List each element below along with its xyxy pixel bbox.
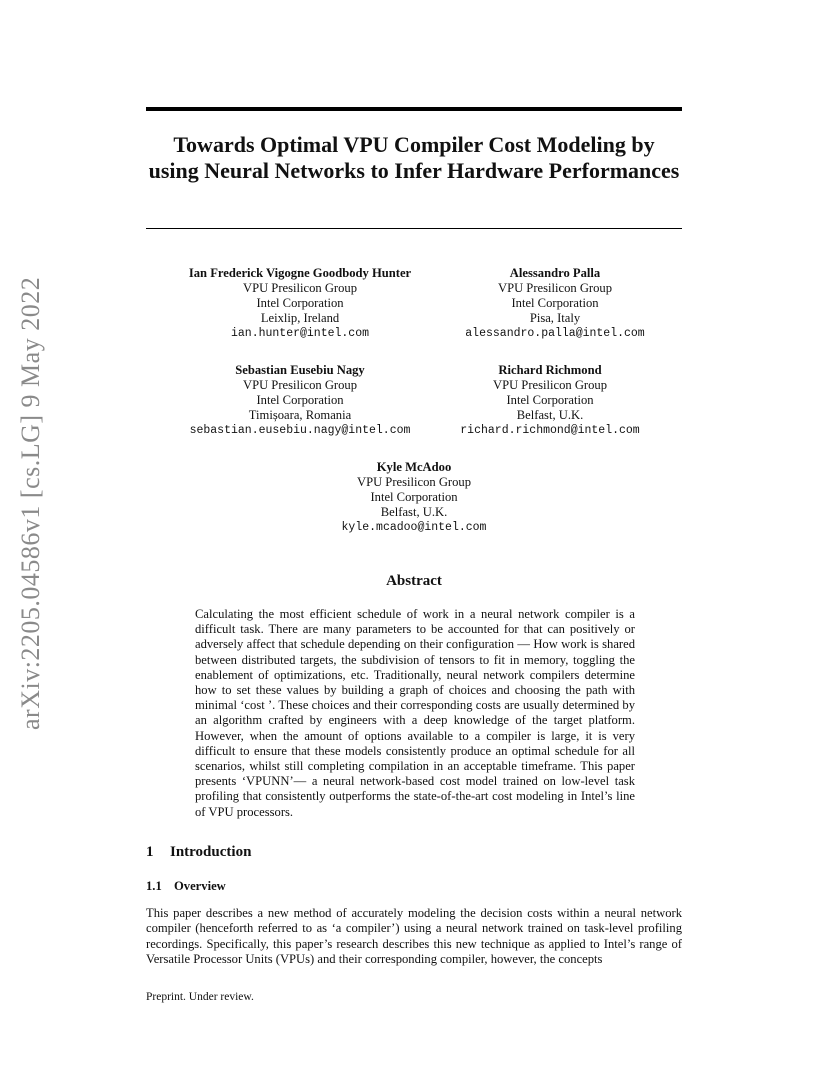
author-block <box>314 460 514 535</box>
author-name: Richard Richmond <box>498 363 602 377</box>
author-org: Intel Corporation <box>511 296 599 310</box>
author-location: Belfast, U.K. <box>380 505 448 519</box>
author-block <box>435 363 665 438</box>
intro-paragraph: This paper describes a new method of accurately modeling the decision costs within a neural network compiler (henceforth referred to as ‘a compiler’) using a neural network trained on task-level profiling recordings. Specifically, this paper’s research describes this new technique as applied to Intel’s range of Versatile Processor Units (VPUs) and their corresponding compiler, however, the concepts <box>146 906 682 966</box>
title-rule-bottom <box>146 228 682 229</box>
author-location: Pisa, Italy <box>529 311 581 325</box>
subsection-number: 1.1 <box>146 879 162 893</box>
author-name: Sebastian Eusebiu Nagy <box>235 363 365 377</box>
author-name: Alessandro Palla <box>509 266 601 280</box>
paper-title: Towards Optimal VPU Compiler Cost Modeling by using Neural Networks to Infer Hardware Performances <box>148 132 680 183</box>
author-email[interactable]: sebastian.eusebiu.nagy@intel.com <box>189 424 411 437</box>
author-group: VPU Presilicon Group <box>242 281 358 295</box>
author-group: VPU Presilicon Group <box>242 378 358 392</box>
author-org: Intel Corporation <box>506 393 594 407</box>
author-email[interactable]: ian.hunter@intel.com <box>230 327 370 340</box>
author-block <box>150 363 450 438</box>
author-email[interactable]: kyle.mcadoo@intel.com <box>341 521 487 534</box>
author-group: VPU Presilicon Group <box>492 378 608 392</box>
author-name: Kyle McAdoo <box>376 460 452 474</box>
subsection-heading <box>146 879 226 894</box>
author-location: Leixlip, Ireland <box>260 311 340 325</box>
subsection-title: Overview <box>174 879 226 893</box>
title-rule-top <box>146 107 682 111</box>
arxiv-identifier[interactable]: arXiv:2205.04586v1 [cs.LG] 9 May 2022 <box>16 276 45 730</box>
author-location: Belfast, U.K. <box>516 408 584 422</box>
abstract-heading: Abstract <box>386 573 442 589</box>
author-org: Intel Corporation <box>256 296 344 310</box>
author-group: VPU Presilicon Group <box>497 281 613 295</box>
footer-note: Preprint. Under review. <box>146 991 254 1003</box>
section-heading <box>146 844 251 861</box>
author-block <box>150 266 450 341</box>
author-org: Intel Corporation <box>370 490 458 504</box>
author-name: Ian Frederick Vigogne Goodbody Hunter <box>188 266 412 280</box>
section-number: 1 <box>146 844 154 860</box>
section-title: Introduction <box>170 844 252 860</box>
author-location: Timișoara, Romania <box>248 408 352 422</box>
author-group: VPU Presilicon Group <box>356 475 472 489</box>
author-block <box>435 266 675 341</box>
author-org: Intel Corporation <box>256 393 344 407</box>
author-email[interactable]: alessandro.palla@intel.com <box>465 327 645 340</box>
author-email[interactable]: richard.richmond@intel.com <box>460 424 640 437</box>
abstract-text: Calculating the most efficient schedule of work in a neural network compiler is a difficult task. There are many parameters to be accounted for that can positively or adversely affect that schedule depending on their configuration — How work is shared between distributed targets, the subdivision of tensors to fit in memory, toggling the enablement of optimizations, etc. Traditionally, neural network compilers determine how to set these values by building a graph of choices and choosing the path with minimal ‘cost ’. These choices and their corresponding costs are usually determined by an algorithm crafted by engineers with a deep knowledge of the target platform. However, when the amount of options available to a compiler is large, it is very difficult to ensure that these models consistently produce an optimal schedule for all scenarios, whilst still completing compilation in an acceptable timeframe. This paper presents ‘VPUNN’— a neural network-based cost model trained on low-level task profiling that consistently outperforms the state-of-the-art cost modeling in Intel’s line of VPU processors. <box>195 607 635 819</box>
